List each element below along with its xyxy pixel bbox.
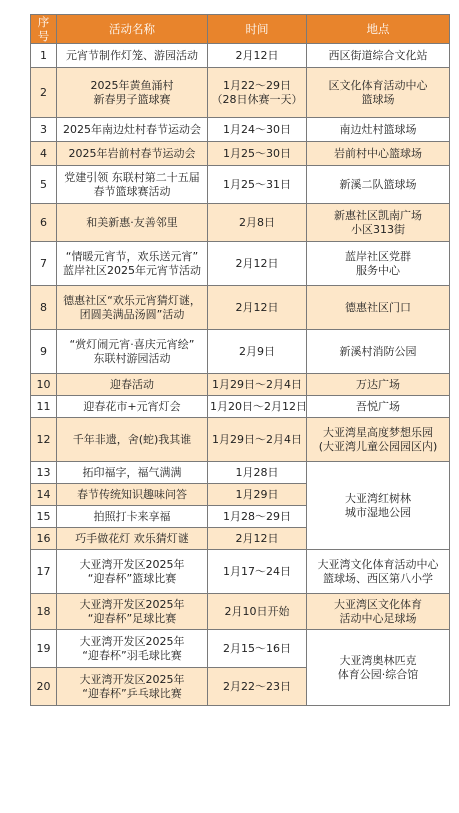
cell-place [307,374,450,396]
cell-place [307,118,450,142]
cell-activity-name [57,204,208,242]
cell-no: 4 [31,142,57,166]
header-no: 序号 [31,15,57,44]
cell-line: 2025年南边灶村春节运动会 [63,122,201,136]
cell-line: 2月12日 [235,48,279,62]
cell-time [208,550,307,594]
cell-activity-name [57,44,208,68]
cell-no: 20 [31,668,57,706]
table-row [31,462,450,484]
table-row [31,68,450,118]
cell-time [208,142,307,166]
table-row [31,118,450,142]
cell-time [208,118,307,142]
cell-time [208,204,307,242]
cell-no: 19 [31,630,57,668]
cell-activity-name [57,118,208,142]
table-row [31,286,450,330]
cell-activity-name [57,374,208,396]
cell-line: “迎春杯”乒乓球比赛 [82,686,182,700]
cell-line: 1月25～30日 [223,146,291,160]
cell-no: 7 [31,242,57,286]
cell-place [307,550,450,594]
cell-time [208,374,307,396]
cell-line: 1月20日～2月12日 [210,399,307,413]
cell-line: 活动中心足球场 [339,611,417,625]
cell-line: 1月25～31日 [223,177,291,191]
cell-time [208,528,307,550]
cell-activity-name [57,506,208,528]
cell-line: 大亚湾开发区2025年 [79,634,185,648]
cell-line: 2025年黄鱼涌村 [90,78,174,92]
cell-activity-name [57,286,208,330]
cell-activity-name [57,484,208,506]
cell-line: 迎春活动 [110,377,154,391]
cell-place [307,396,450,418]
cell-line: 2月8日 [239,215,275,229]
cell-line: 春节篮球赛活动 [93,184,171,198]
cell-line: 万达广场 [356,377,400,391]
cell-line: 吾悦广场 [356,399,400,413]
cell-activity-name [57,142,208,166]
cell-line: 新溪村消防公园 [339,344,417,358]
cell-line: 2月12日 [235,300,279,314]
cell-activity-name [57,418,208,462]
cell-no: 8 [31,286,57,330]
cell-line: 1月29日 [235,487,279,501]
cell-line: 小区313街 [351,222,405,236]
cell-no: 18 [31,594,57,630]
cell-no: 12 [31,418,57,462]
cell-line: “赏灯闹元宵·喜庆元宵绘” [69,337,195,351]
table-row [31,630,450,668]
cell-line: 区文化体育活动中心 [328,78,428,92]
cell-activity-name [57,166,208,204]
cell-place [307,142,450,166]
cell-activity-name [57,528,208,550]
table-row [31,396,450,418]
cell-line: 1月24～30日 [223,122,291,136]
cell-line: （28日休赛一天） [211,92,303,106]
cell-line: 服务中心 [356,263,400,277]
cell-line: 千年非遗，舍(蛇)我其谁 [72,432,192,446]
cell-activity-name [57,668,208,706]
cell-activity-name [57,242,208,286]
cell-place [307,166,450,204]
cell-place-merged [307,630,450,706]
table-row [31,44,450,68]
cell-line: 新春男子篮球赛 [93,92,171,106]
cell-line: 团圆美满品汤圆”活动 [79,307,185,321]
cell-no: 6 [31,204,57,242]
cell-line: 1月29日～2月4日 [212,432,302,446]
cell-line: 2月15～16日 [223,641,291,655]
cell-activity-name [57,68,208,118]
table-row [31,142,450,166]
cell-no: 16 [31,528,57,550]
cell-line: “迎春杯”足球比赛 [87,611,177,625]
cell-line: 大亚湾开发区2025年 [79,597,185,611]
cell-line: 元宵节制作灯笼、游园活动 [66,48,198,62]
cell-line: 蓝岸社区党群 [345,249,411,263]
cell-time [208,418,307,462]
cell-line: 1月29日～2月4日 [212,377,302,391]
cell-no: 15 [31,506,57,528]
cell-no: 9 [31,330,57,374]
header-place: 地点 [307,15,450,44]
cell-line: 大亚湾红树林 [345,491,411,505]
cell-no: 13 [31,462,57,484]
cell-no: 5 [31,166,57,204]
cell-activity-name [57,462,208,484]
cell-no: 11 [31,396,57,418]
cell-time [208,242,307,286]
cell-line: “情暖元宵节，欢乐送元宵” [65,249,199,263]
cell-time [208,396,307,418]
cell-no: 17 [31,550,57,594]
table-row [31,550,450,594]
cell-time [208,68,307,118]
cell-place [307,44,450,68]
cell-line: 大亚湾开发区2025年 [79,557,185,571]
header-row [31,15,450,44]
events-table-container [30,14,449,706]
cell-line: 城市湿地公园 [345,505,411,519]
events-table [30,14,450,706]
cell-line: 2月12日 [235,256,279,270]
cell-line: 2025年岩前村春节运动会 [68,146,196,160]
cell-time [208,44,307,68]
cell-line: 南边灶村篮球场 [339,122,417,136]
cell-line: 1月22～29日 [223,78,291,92]
cell-time [208,286,307,330]
cell-no: 14 [31,484,57,506]
cell-no: 2 [31,68,57,118]
cell-place [307,68,450,118]
cell-line: 西区街道综合文化站 [328,48,428,62]
cell-line: 大亚湾开发区2025年 [79,672,185,686]
cell-line: 拍照打卡来享福 [93,509,171,523]
cell-line: 岩前村中心篮球场 [334,146,422,160]
cell-line: 东联村游园活动 [93,351,171,365]
cell-line: 篮球场、西区第八小学 [323,571,433,585]
cell-activity-name [57,630,208,668]
cell-activity-name [57,396,208,418]
cell-time [208,668,307,706]
cell-line: 1月28～29日 [223,509,291,523]
cell-time [208,166,307,204]
cell-line: 拓印福字，福气满满 [82,465,182,479]
cell-line: 德惠社区门口 [345,300,411,314]
table-row [31,374,450,396]
cell-line: 篮球场 [361,92,395,106]
cell-no: 10 [31,374,57,396]
cell-line: 蓝岸社区2025年元宵节活动 [63,263,201,277]
table-row [31,204,450,242]
cell-time [208,330,307,374]
table-row [31,242,450,286]
cell-line: 新溪二队篮球场 [339,177,417,191]
cell-time [208,484,307,506]
cell-line: 2月22～23日 [223,679,291,693]
cell-line: 大亚湾文化体育活动中心 [317,557,439,571]
cell-activity-name [57,550,208,594]
cell-activity-name [57,594,208,630]
cell-time [208,630,307,668]
table-row [31,330,450,374]
cell-place [307,286,450,330]
cell-place [307,594,450,630]
cell-line: 2月10日开始 [224,604,290,618]
cell-no: 3 [31,118,57,142]
cell-time [208,506,307,528]
cell-place-merged [307,462,450,550]
cell-place [307,418,450,462]
cell-line: 新惠社区凯南广场 [334,208,422,222]
cell-line: 德惠社区“欢乐元宵猜灯谜， [63,293,201,307]
cell-time [208,594,307,630]
cell-line: “迎春杯”羽毛球比赛 [82,648,182,662]
cell-line: 党建引领 东联村第二十五届 [64,170,200,184]
cell-line: 2月9日 [239,344,275,358]
cell-line: 大亚湾奥林匹克 [339,653,417,667]
cell-line: “迎春杯”篮球比赛 [87,571,177,585]
table-row [31,594,450,630]
cell-place [307,242,450,286]
cell-line: 迎春花市+元宵灯会 [83,399,181,413]
table-row [31,418,450,462]
cell-no: 1 [31,44,57,68]
cell-line: 体育公园·综合馆 [337,667,419,681]
cell-line: 2月12日 [235,531,279,545]
cell-activity-name [57,330,208,374]
cell-line: 大亚湾星高度梦想乐园 [323,425,433,439]
header-time: 时间 [208,15,307,44]
cell-line: 1月28日 [235,465,279,479]
cell-line: 1月17～24日 [223,564,291,578]
cell-line: (大亚湾儿童公园园区内) [318,439,438,453]
table-row [31,166,450,204]
cell-line: 春节传统知识趣味问答 [77,487,187,501]
cell-place [307,204,450,242]
cell-line: 和美新惠·友善邻里 [86,215,178,229]
cell-line: 巧手做花灯 欢乐猜灯谜 [75,531,189,545]
cell-time [208,462,307,484]
header-name: 活动名称 [57,15,208,44]
cell-place [307,330,450,374]
cell-line: 大亚湾区文化体育 [334,597,422,611]
